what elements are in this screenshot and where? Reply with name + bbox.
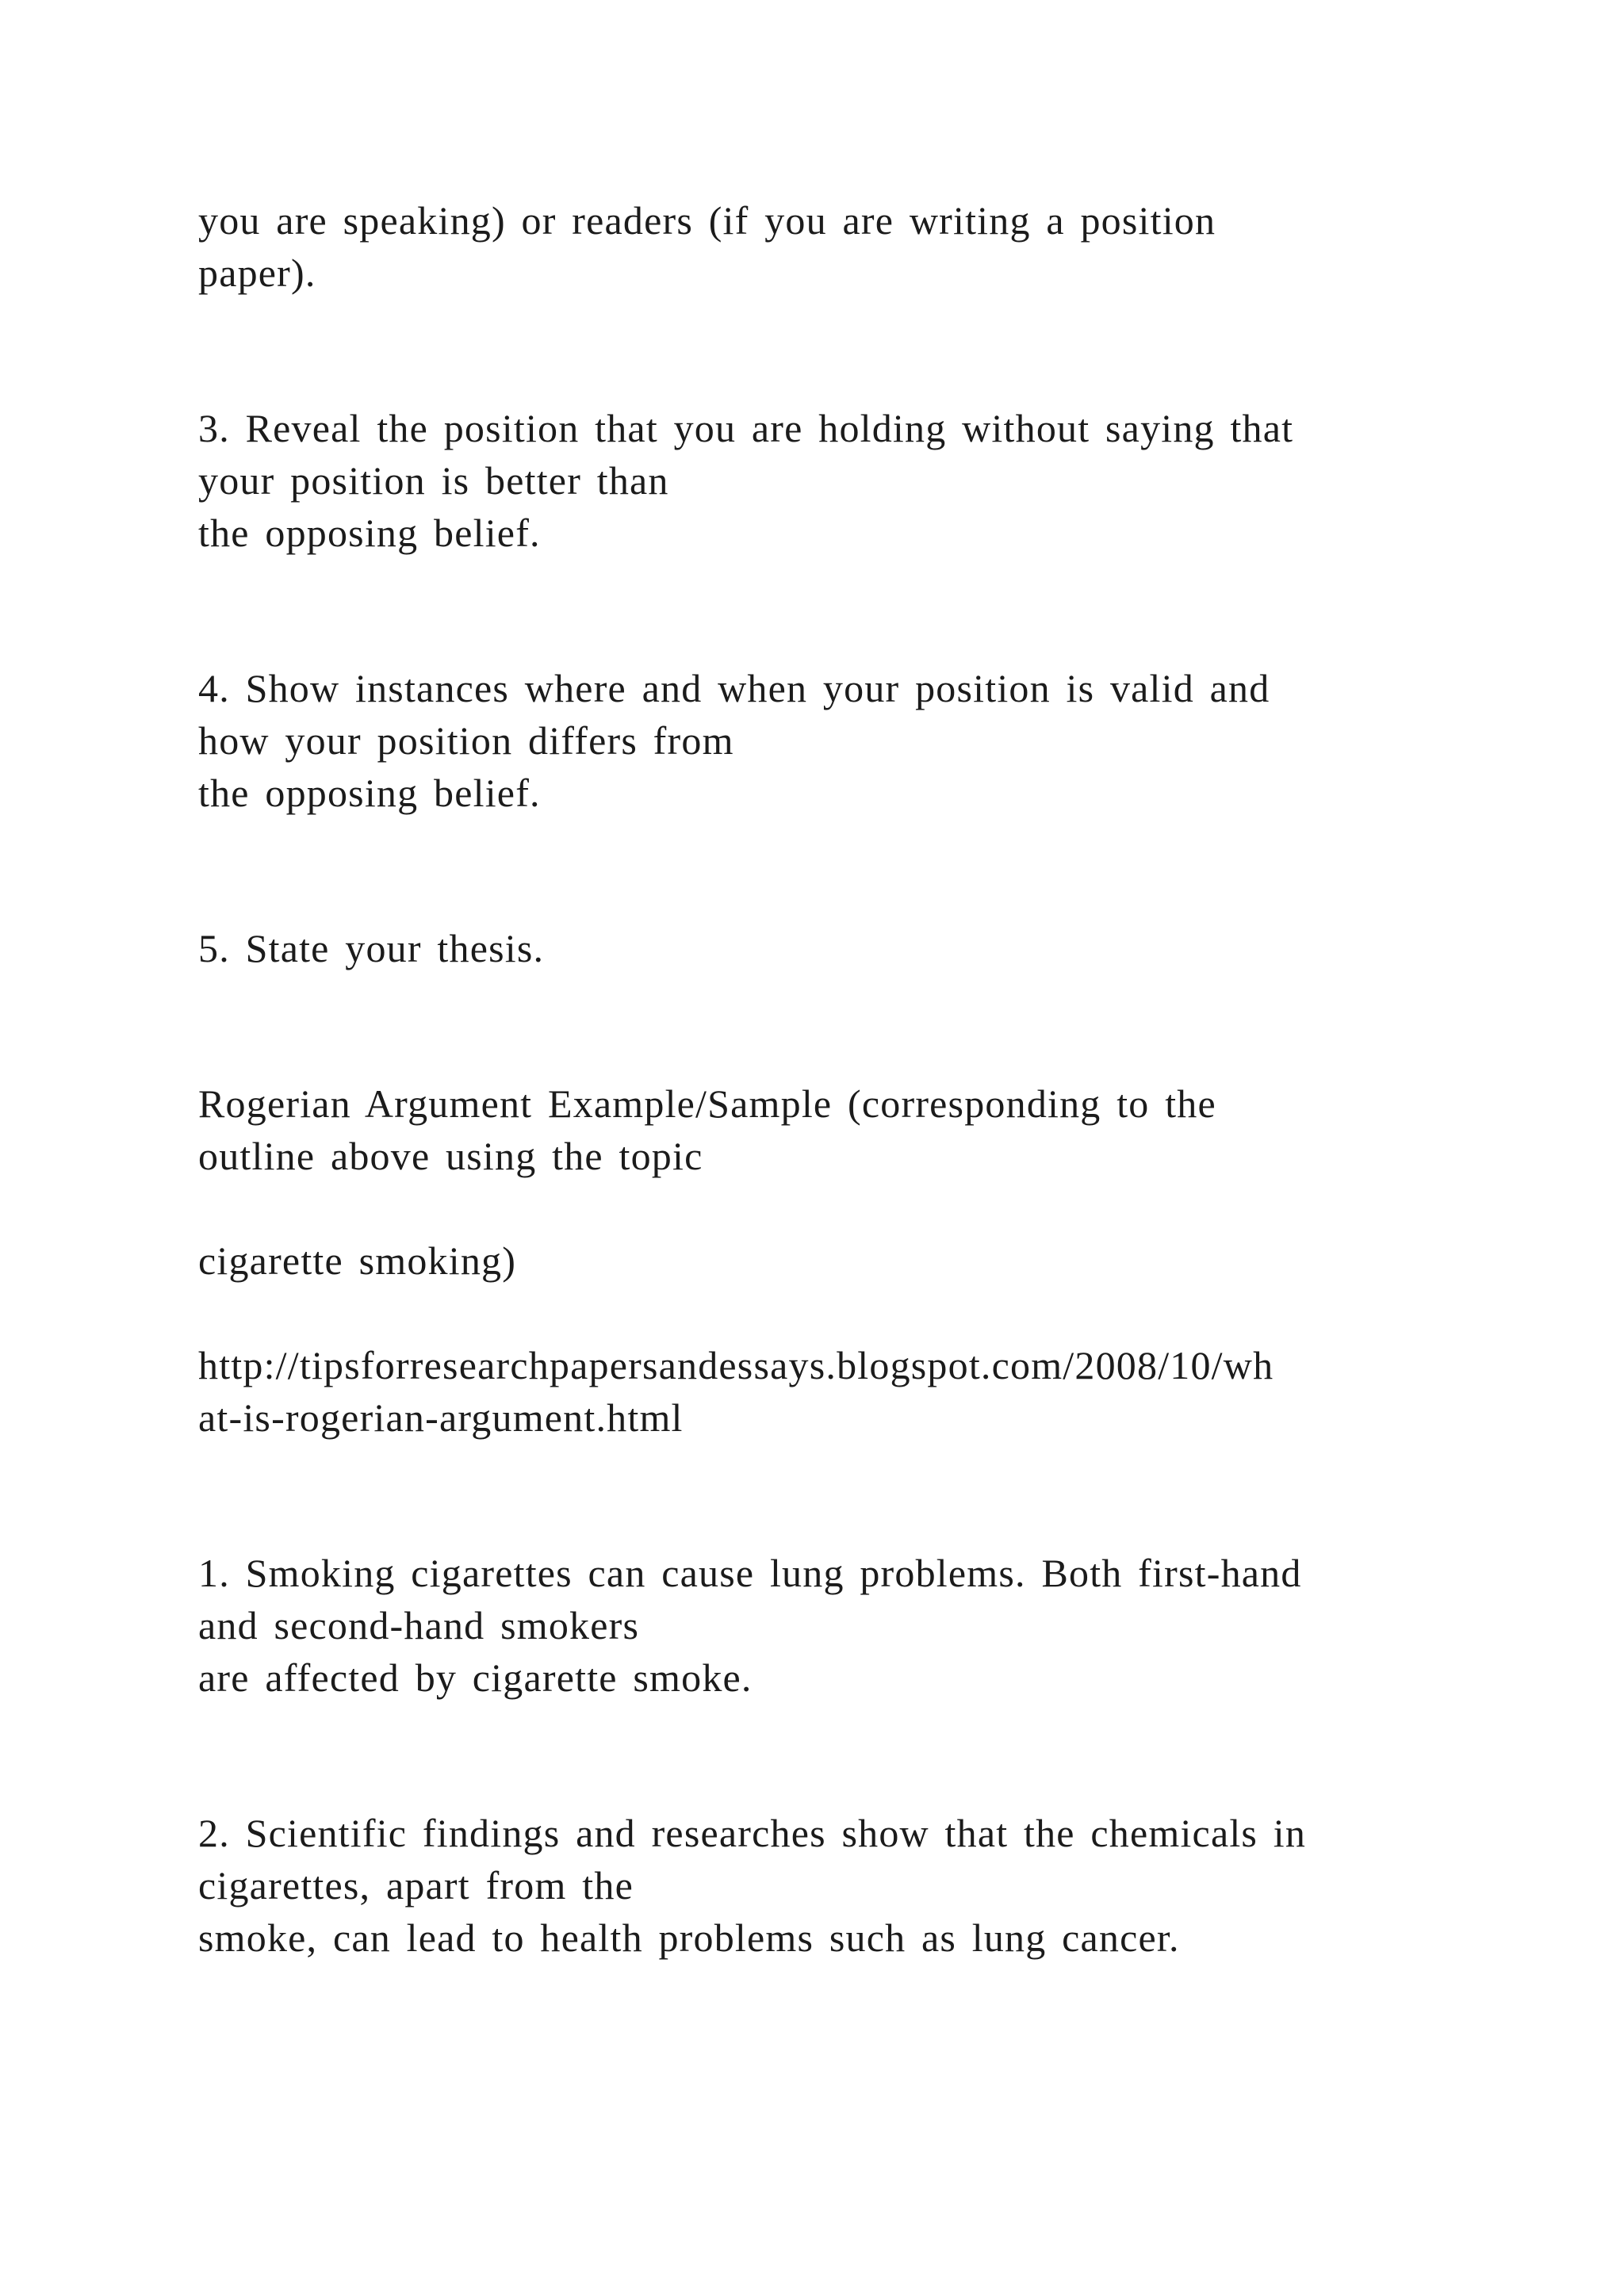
text-line: cigarettes, apart from the: [198, 1863, 634, 1908]
text-line: cigarette smoking): [198, 1238, 517, 1283]
text-line: outline above using the topic: [198, 1134, 703, 1178]
text-line: at-is-rogerian-argument.html: [198, 1395, 684, 1440]
text-line: and second-hand smokers: [198, 1603, 640, 1647]
text-line: 1. Smoking cigarettes can cause lung problems. Both first-hand: [198, 1551, 1302, 1595]
text-line: 3. Reveal the position that you are holding without saying that: [198, 406, 1294, 450]
text-line: 4. Show instances where and when your position is valid and: [198, 666, 1270, 710]
text-line: are affected by cigarette smoke.: [198, 1655, 753, 1700]
text-line: how your position differs from: [198, 718, 734, 763]
text-line: http://tipsforresearchpapersandessays.blogspot.com/2008/10/wh: [198, 1343, 1274, 1387]
text-line: your position is better than: [198, 458, 669, 503]
text-line: 2. Scientific findings and researches show that the chemicals in: [198, 1811, 1307, 1855]
text-line: 5. State your thesis.: [198, 926, 545, 970]
text-line: you are speaking) or readers (if you are writing a position: [198, 198, 1216, 243]
text-line: paper).: [198, 251, 316, 295]
text-line: Rogerian Argument Example/Sample (corresponding to the: [198, 1081, 1216, 1126]
text-line: smoke, can lead to health problems such as lung cancer.: [198, 1915, 1180, 1960]
text-line: the opposing belief.: [198, 771, 541, 815]
text-line: the opposing belief.: [198, 511, 541, 555]
